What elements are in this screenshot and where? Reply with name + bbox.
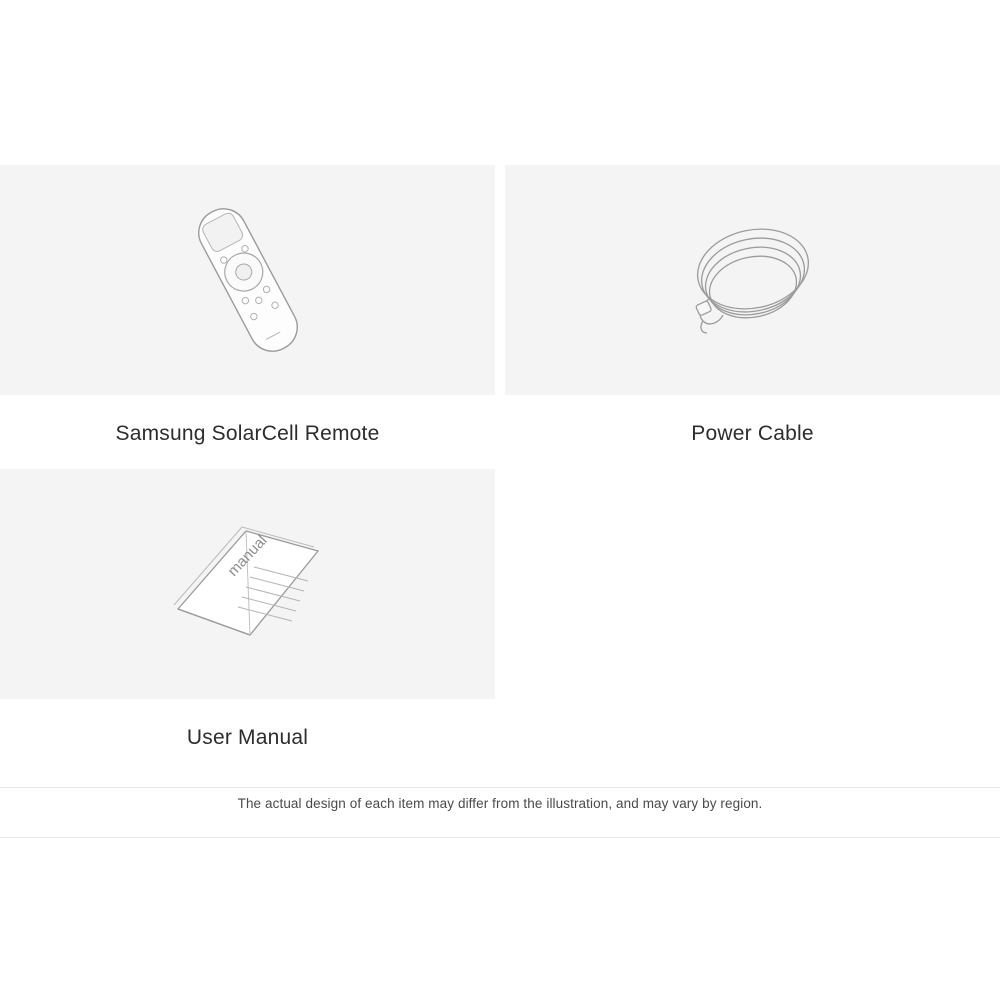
item-label-user-manual: User Manual xyxy=(186,726,309,749)
coiled-power-cable-illustration xyxy=(653,185,853,375)
manual-booklet-illustration xyxy=(138,489,358,679)
item-card-remote[interactable] xyxy=(0,165,495,456)
items-grid xyxy=(0,165,1000,760)
items-row-1 xyxy=(0,165,1000,456)
manual-booklet-text: manual xyxy=(223,532,270,580)
items-row-2 xyxy=(0,469,1000,760)
item-label-remote: Samsung SolarCell Remote xyxy=(115,422,380,445)
item-thumbnail-power-cable xyxy=(505,165,1000,395)
footnote-text: The actual design of each item may differ from the illustration, and may vary by region. xyxy=(237,796,763,811)
footnote-area xyxy=(0,795,1000,813)
item-card-user-manual[interactable] xyxy=(0,469,495,760)
item-card-empty xyxy=(505,469,1000,760)
footnote-divider-top xyxy=(0,787,1000,788)
item-thumbnail-user-manual xyxy=(0,469,495,699)
item-card-power-cable[interactable] xyxy=(505,165,1000,456)
remote-control-illustration xyxy=(148,185,348,375)
item-label-power-cable: Power Cable xyxy=(691,422,814,445)
item-thumbnail-remote xyxy=(0,165,495,395)
footnote-divider-bottom xyxy=(0,837,1000,838)
